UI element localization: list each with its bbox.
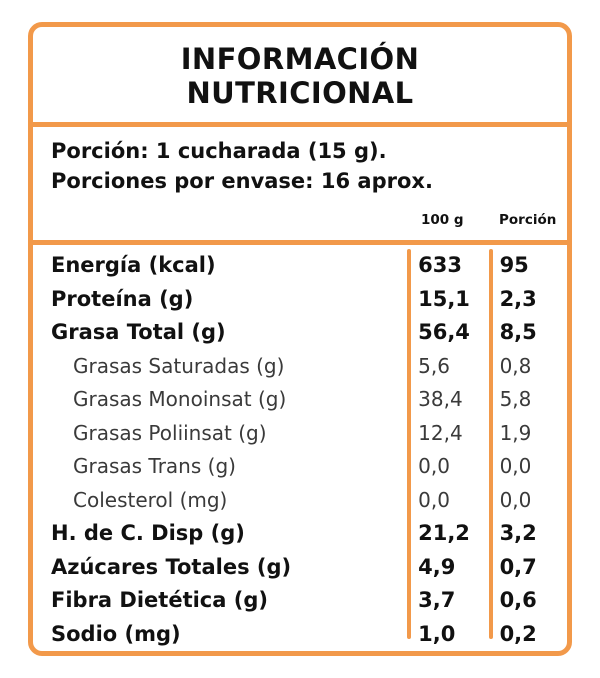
column-divider-1 — [407, 249, 411, 639]
nutrient-value-100g: 3,7 — [418, 588, 456, 613]
nutrient-name: Grasas Poliinsat (g) — [73, 420, 267, 445]
nutrient-table — [33, 245, 567, 655]
nutrient-value-100g: 5,6 — [418, 353, 450, 378]
nutrient-name: Energía (kcal) — [51, 253, 216, 278]
nutrient-name: Grasas Saturadas (g) — [73, 353, 285, 378]
nutrient-name: Grasas Monoinsat (g) — [73, 387, 287, 412]
table-row — [33, 588, 567, 622]
column-header-100g: 100 g — [421, 212, 464, 229]
page-title-line-1: INFORMACIÓN — [180, 42, 420, 76]
nutrient-value-portion: 0,6 — [499, 588, 537, 613]
nutrient-value-portion: 3,2 — [499, 521, 537, 546]
nutrient-value-100g: 21,2 — [418, 521, 470, 546]
nutrient-name: Azúcares Totales (g) — [51, 554, 292, 579]
table-row — [33, 454, 567, 488]
nutrient-value-100g: 12,4 — [418, 420, 463, 445]
table-row — [33, 488, 567, 522]
nutrient-name: Fibra Dietética (g) — [51, 588, 268, 613]
nutrient-value-portion: 0,7 — [499, 554, 537, 579]
nutrient-name: Proteína (g) — [51, 286, 194, 311]
column-header-portion: Porción — [499, 212, 557, 229]
nutrient-name: Colesterol (mg) — [73, 487, 228, 512]
serving-size-text: Porción: 1 cucharada (15 g). — [51, 139, 387, 164]
servings-per-container-text: Porciones por envase: 16 aprox. — [51, 169, 433, 194]
nutrient-value-portion: 0,8 — [499, 353, 532, 378]
nutrient-value-portion: 2,3 — [499, 286, 537, 311]
nutrient-value-100g: 1,0 — [418, 621, 456, 646]
table-row — [33, 521, 567, 555]
table-row — [33, 421, 567, 455]
nutrient-value-portion: 5,8 — [499, 387, 532, 412]
nutrient-name: Sodio (mg) — [51, 621, 181, 646]
nutrient-value-100g: 15,1 — [418, 286, 470, 311]
table-row — [33, 253, 567, 287]
title-block — [33, 27, 567, 127]
nutrient-value-100g: 0,0 — [418, 454, 450, 479]
table-row — [33, 555, 567, 589]
table-row — [33, 287, 567, 321]
nutrient-name: Grasas Trans (g) — [73, 454, 236, 479]
page-title-line-2: NUTRICIONAL — [186, 75, 414, 110]
nutrient-value-portion: 1,9 — [499, 420, 532, 445]
nutrient-value-portion: 8,5 — [499, 320, 537, 345]
nutrient-value-100g: 0,0 — [418, 487, 450, 512]
nutrient-value-100g: 633 — [418, 253, 462, 278]
table-row — [33, 320, 567, 354]
nutrient-name: Grasa Total (g) — [51, 320, 226, 345]
nutrient-value-portion: 0,0 — [499, 454, 532, 479]
table-row — [33, 387, 567, 421]
table-row — [33, 622, 567, 656]
nutrient-value-100g: 38,4 — [418, 387, 463, 412]
serving-info-block — [33, 127, 567, 245]
table-row — [33, 354, 567, 388]
nutrient-value-portion: 0,2 — [499, 621, 537, 646]
nutrient-value-portion: 95 — [499, 253, 529, 278]
column-headers — [33, 212, 567, 234]
nutrient-value-portion: 0,0 — [499, 487, 532, 512]
nutrition-facts-panel — [28, 22, 572, 656]
nutrient-value-100g: 56,4 — [418, 320, 470, 345]
column-divider-2 — [489, 249, 493, 639]
nutrient-value-100g: 4,9 — [418, 554, 456, 579]
nutrient-name: H. de C. Disp (g) — [51, 521, 245, 546]
